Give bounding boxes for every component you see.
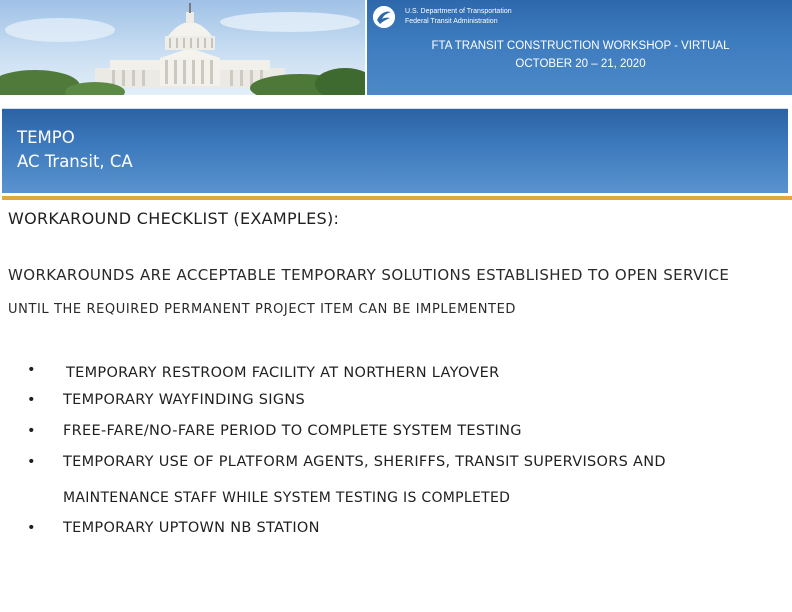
workshop-panel: [365, 0, 792, 95]
list-item-text: FREE-FARE/NO-FARE PERIOD TO COMPLETE SYSTEM TESTING: [63, 423, 522, 439]
agency-name: [405, 7, 512, 27]
workshop-dates: OCTOBER 20 – 21, 2020: [515, 58, 646, 70]
slide-title-bar: [2, 108, 788, 193]
list-item-text: TEMPORARY UPTOWN NB STATION: [63, 520, 320, 536]
list-item-text: TEMPORARY RESTROOM FACILITY AT NORTHERN LAYOVER: [66, 365, 500, 381]
slide-title: TEMPO: [17, 128, 75, 147]
list-item: [27, 423, 777, 454]
intro-line-2: UNTIL THE REQUIRED PERMANENT PROJECT ITEM CAN BE IMPLEMENTED: [8, 302, 516, 317]
bullet-icon: •: [27, 362, 36, 378]
list-item-text: TEMPORARY USE OF PLATFORM AGENTS, SHERIFFS, TRANSIT SUPERVISORS AND: [63, 454, 666, 470]
workaround-list: [27, 362, 777, 550]
list-item-text: TEMPORARY WAYFINDING SIGNS: [63, 392, 306, 408]
list-item: [27, 362, 777, 392]
bullet-icon: •: [27, 454, 36, 470]
workshop-title: [367, 37, 792, 73]
workshop-name: FTA TRANSIT CONSTRUCTION WORKSHOP - VIRTUAL: [431, 40, 730, 52]
intro-line-1: WORKAROUNDS ARE ACCEPTABLE TEMPORARY SOLUTIONS ESTABLISHED TO OPEN SERVICE: [8, 266, 730, 284]
agency-line-1: U.S. Department of Transportation: [405, 8, 512, 15]
gold-divider: [2, 196, 792, 200]
header-banner: [0, 0, 792, 95]
bullet-icon: •: [27, 520, 36, 536]
dot-swoosh-icon: [373, 6, 395, 28]
list-item: [27, 392, 777, 423]
list-item: [27, 454, 777, 490]
list-item-text: MAINTENANCE STAFF WHILE SYSTEM TESTING IS COMPLETED: [63, 490, 511, 506]
bullet-icon: •: [27, 423, 36, 439]
slide-subtitle: AC Transit, CA: [17, 152, 133, 171]
bullet-icon: •: [27, 392, 36, 408]
list-item-continuation: [27, 490, 777, 520]
capitol-photo: [0, 0, 365, 95]
section-heading: WORKAROUND CHECKLIST (EXAMPLES):: [8, 209, 340, 228]
list-item: [27, 520, 777, 550]
agency-line-2: Federal Transit Administration: [405, 18, 498, 25]
